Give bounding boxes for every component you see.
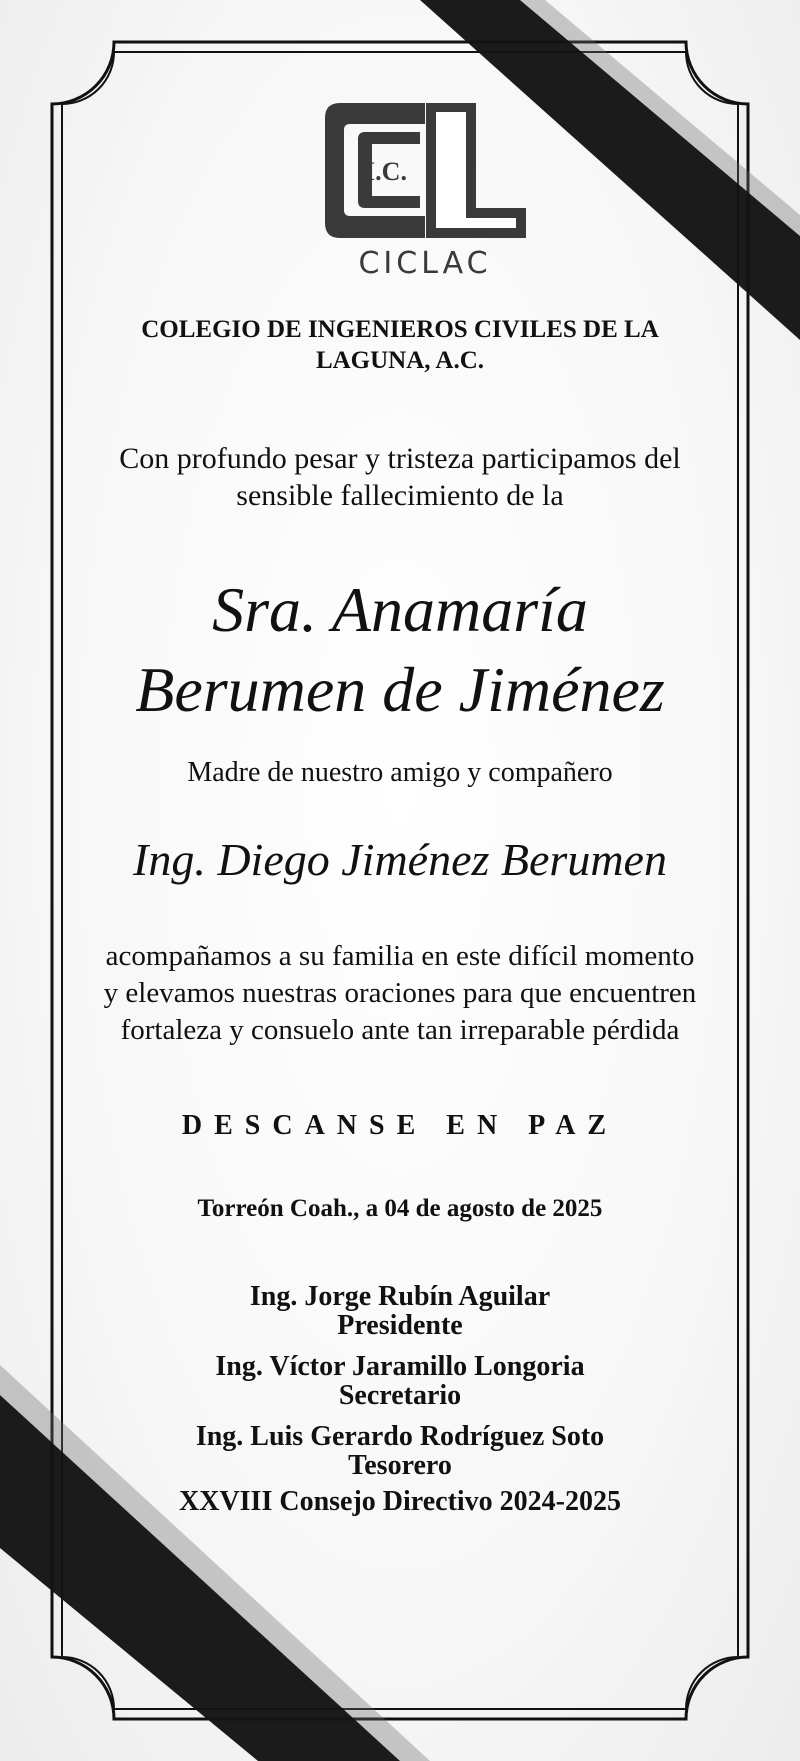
signer-role: Presidente xyxy=(337,1310,463,1341)
signer-name: Ing. Luis Gerardo Rodríguez Soto xyxy=(195,1421,605,1452)
council-name: XXVIII Consejo Directivo 2024-2025 xyxy=(179,1486,621,1517)
organization-name xyxy=(60,314,740,376)
signer xyxy=(60,1282,740,1340)
organization-name-line2: LAGUNA, A.C. xyxy=(315,347,485,374)
intro-line2: sensible fallecimiento de la xyxy=(236,479,564,512)
signer-name: Ing. Jorge Rubín Aguilar xyxy=(249,1281,551,1312)
rest-in-peace: DESCANSE EN PAZ xyxy=(181,1110,619,1141)
intro-text xyxy=(60,440,740,514)
intro-line1: Con profundo pesar y tristeza participamos del xyxy=(119,442,681,475)
deceased-name xyxy=(40,570,760,730)
organization-name-line1: COLEGIO DE INGENIEROS CIVILES DE LA xyxy=(141,316,659,343)
friend-name: Ing. Diego Jiménez Berumen xyxy=(133,834,667,885)
condolence-message xyxy=(60,938,740,1049)
logo-acronym: CICLAC xyxy=(358,246,492,281)
signer-role: Tesorero xyxy=(348,1450,452,1481)
relation-text: Madre de nuestro amigo y compañero xyxy=(187,757,613,788)
message-line2: y elevamos nuestras oraciones para que encuentren xyxy=(103,977,697,1009)
signer-name: Ing. Víctor Jaramillo Longoria xyxy=(215,1351,585,1382)
deceased-name-line1: Sra. Anamaría xyxy=(212,574,588,645)
signers-block xyxy=(60,1282,740,1518)
message-line3: fortaleza y consuelo ante tan irreparable pérdida xyxy=(120,1014,680,1046)
signer xyxy=(60,1352,740,1410)
signer xyxy=(60,1422,740,1480)
message-line1: acompañamos a su familia en este difícil momento xyxy=(105,940,695,972)
signer-role: Secretario xyxy=(338,1380,462,1411)
logo-monogram: I.C. xyxy=(365,157,407,186)
deceased-name-line2: Berumen de Jiménez xyxy=(135,654,665,725)
place-date: Torreón Coah., a 04 de agosto de 2025 xyxy=(197,1195,603,1222)
